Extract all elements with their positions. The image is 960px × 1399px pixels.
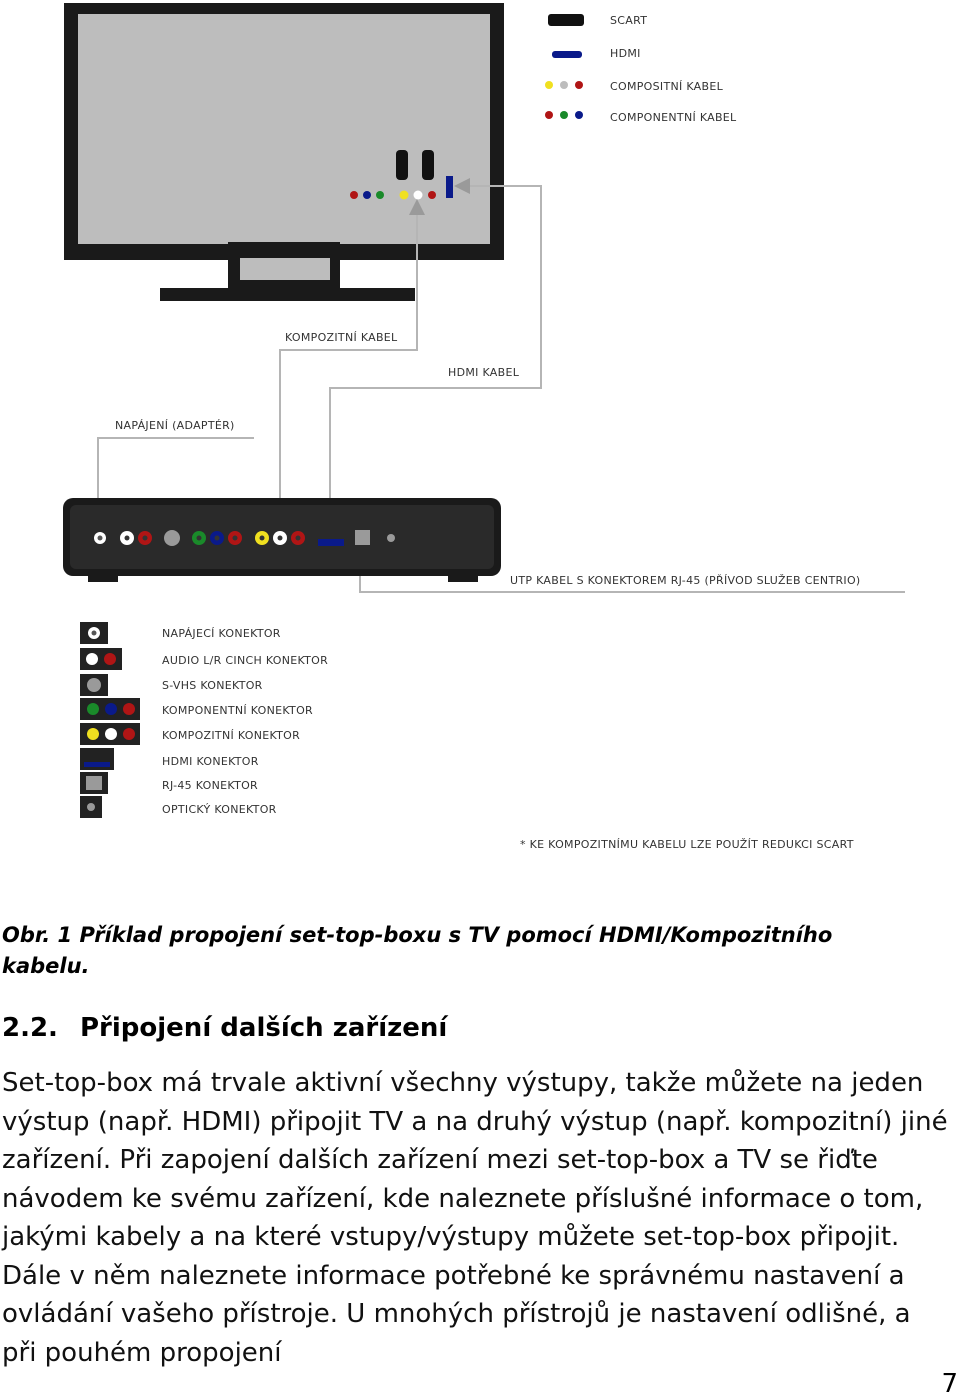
connector-power: NAPÁJECÍ KONEKTOR	[162, 627, 281, 640]
tv-illustration	[64, 3, 504, 301]
cable-legend	[545, 14, 737, 124]
hdmi-swatch	[552, 51, 582, 58]
label-utp: UTP KABEL S KONEKTOREM RJ-45 (PŘÍVOD SLUŽEB CENTRIO)	[510, 574, 861, 587]
legend-scart: SCART	[610, 14, 648, 27]
section-number: 2.2.	[2, 1013, 58, 1043]
tv-scart-port	[422, 150, 434, 180]
figure-caption: Obr. 1 Příklad propojení set-top-boxu s TV pomocí HDMI/Kompozitního kabelu.	[2, 923, 833, 978]
connector-composite: KOMPOZITNÍ KONEKTOR	[162, 729, 301, 742]
label-hdmi-cable: HDMI KABEL	[448, 366, 520, 379]
legend-hdmi: HDMI	[610, 47, 641, 60]
connector-legend	[80, 622, 328, 818]
section-title: Připojení dalších zařízení	[80, 1013, 448, 1043]
connector-hdmi: HDMI KONEKTOR	[162, 755, 259, 768]
connector-component: KOMPONENTNÍ KONEKTOR	[162, 704, 313, 717]
tv-scart-port	[396, 150, 408, 180]
label-composite-cable: KOMPOZITNÍ KABEL	[285, 331, 398, 344]
body-paragraph: Set-top-box má trvale aktivní všechny výstupy, takže můžete na jeden výstup (např. HDMI) připojit TV a na druhý výstup (např. kompozitní) jiné zařízení. Při zapojení dalších zařízení mezi set-top-box a TV se řiďte návodem ke svému zařízení, kde naleznete příslušné informace o tom, jakými kabely a na které vstupy/výstupy můžete set-top-box připojit. Dále v něm naleznete informace potřebné ke správnému nastavení a ovládání vašeho přístroje. U mnohých přístrojů je nastavení odlišné, a při pouhém propojení	[2, 1068, 948, 1368]
connector-rj45: RJ-45 KONEKTOR	[162, 779, 258, 792]
connector-optical: OPTICKÝ KONEKTOR	[162, 803, 277, 816]
scart-swatch	[548, 14, 584, 26]
page-number: 7	[941, 1369, 958, 1399]
set-top-box-illustration	[63, 498, 501, 582]
label-power: NAPÁJENÍ (ADAPTÉR)	[115, 419, 235, 432]
scart-note: * KE KOMPOZITNÍMU KABELU LZE POUŽÍT REDUKCI SCART	[520, 838, 854, 851]
legend-component: COMPONENTNÍ KABEL	[610, 111, 737, 124]
connector-audio: AUDIO L/R CINCH KONEKTOR	[162, 654, 329, 667]
tv-hdmi-port	[446, 176, 453, 198]
connector-svhs: S-VHS KONEKTOR	[162, 679, 263, 692]
legend-composite: COMPOSITNÍ KABEL	[610, 80, 724, 93]
section-heading	[2, 1010, 447, 1046]
